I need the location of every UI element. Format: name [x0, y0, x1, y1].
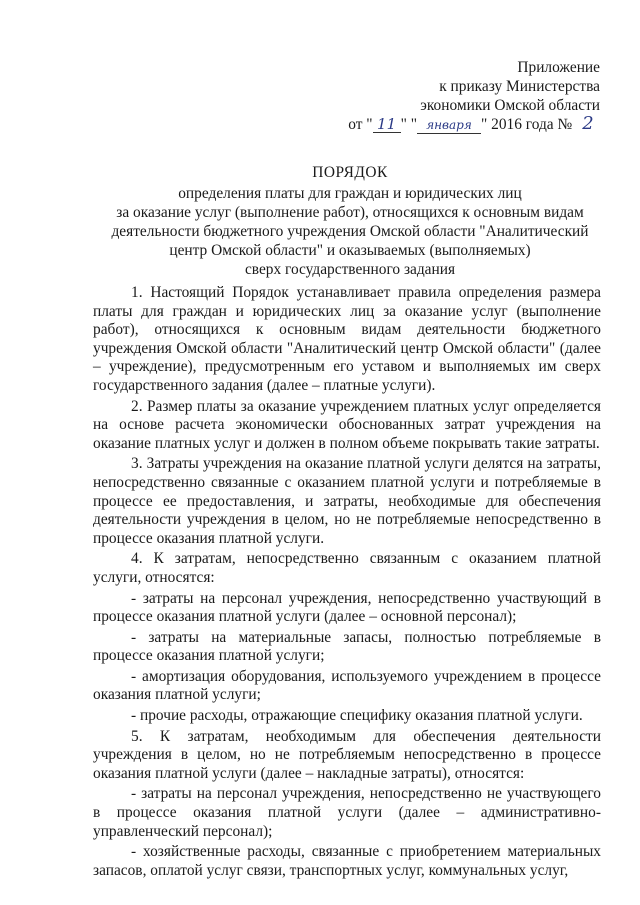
document-title-block — [90, 163, 610, 279]
list-item: - прочие расходы, отражающие специфику оказания платной услуги. — [131, 707, 583, 725]
date-suffix: " 2016 года № — [481, 116, 573, 133]
title-line-4: центр Омской области" и оказываемых (выполняемых) — [169, 242, 531, 259]
handwritten-day: 11 — [373, 116, 401, 133]
paragraph-4: 4. К затратам, непосредственно связанным с оказанием платной услуги, относятся: — [93, 550, 601, 586]
list-item: - амортизация оборудования, используемого учреждением в процессе оказания платной услуги; — [93, 667, 601, 704]
date-separator: " " — [400, 116, 417, 133]
title-line-5: сверх государственного задания — [244, 261, 456, 278]
appendix-ministry: экономики Омской области — [420, 97, 600, 114]
appendix-order-ref: к приказу Министерства — [439, 78, 600, 95]
handwritten-order-number: 2 — [582, 113, 594, 134]
handwritten-month: января — [417, 117, 481, 134]
list-item: - затраты на персонал учреждения, непосредственно не участвующего в процессе оказания платной услуги (далее – административно-управленческий персонал); — [93, 785, 601, 840]
title-line-1: определения платы для граждан и юридических лиц — [178, 185, 522, 202]
appendix-header — [348, 58, 600, 134]
paragraph-1: 1. Настоящий Порядок устанавливает правила определения размера платы для граждан и юридических лиц за оказание услуг (выполнение работ), относящихся к основным видам деятельности бюджетного учреждения Омской области "Аналитический центр Омской области" (далее – учреждение), предусмотренным его уставом и выполняемых им сверх государственного задания (далее – платные услуги). — [93, 284, 601, 394]
date-prefix: от " — [348, 116, 373, 133]
paragraph-5: 5. К затратам, необходимым для обеспечения деятельности учреждения в целом, но не потребляемым непосредственно в процессе оказания платной услуги (далее – накладные затраты), относятся: — [93, 727, 601, 782]
list-item: - хозяйственные расходы, связанные с приобретением материальных запасов, оплатой услуг связи, транспортных услуг, коммунальных услуг, — [93, 843, 601, 879]
title-line-2: за оказание услуг (выполнение работ), относящихся к основным видам — [116, 204, 584, 221]
document-title: ПОРЯДОК — [312, 164, 388, 181]
title-line-3: деятельности бюджетного учреждения Омской области "Аналитический — [111, 223, 589, 240]
paragraph-2: 2. Размер платы за оказание учреждением платных услуг определяется на основе расчета экономически обоснованных затрат учреждения на оказание платных услуг и должен в полном объеме покрывать такие затраты. — [93, 397, 601, 452]
list-item: - затраты на материальные запасы, полностью потребляемые в процессе оказания платной услуги; — [93, 628, 601, 665]
list-item: - затраты на персонал учреждения, непосредственно участвующий в процессе оказания платной услуги (далее – основной персонал); — [93, 589, 601, 626]
appendix-label: Приложение — [517, 59, 600, 76]
paragraph-3: 3. Затраты учреждения на оказание платной услуги делятся на затраты, непосредственно связанные с оказанием платной услуги и потребляемые в процессе ее предоставления, и затраты, необходимые для обеспечения деятельности учреждения в целом, но не потребляемые непосредственно в процессе оказания платной услуги. — [93, 455, 601, 547]
appendix-date-line — [348, 115, 600, 134]
document-body — [93, 284, 601, 882]
